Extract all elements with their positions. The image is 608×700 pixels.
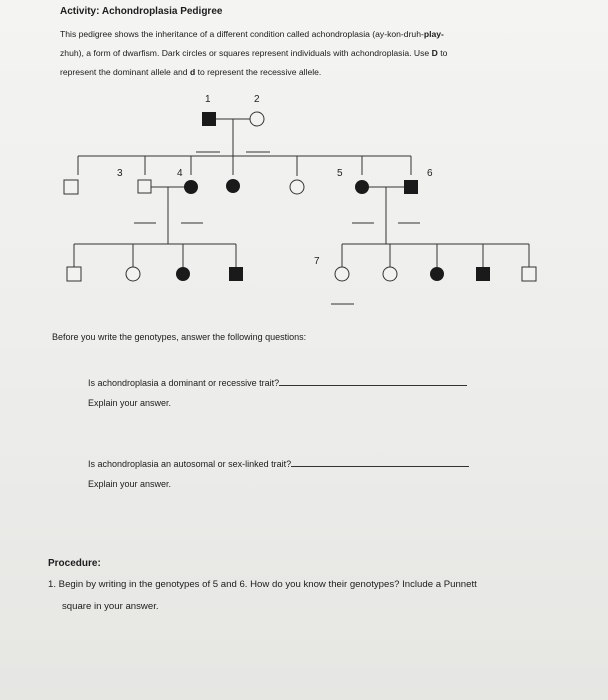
individual-7-unaffected-female [335, 267, 349, 281]
individual-5-affected-female [355, 180, 369, 194]
individual-6-affected-male [404, 180, 418, 194]
intro-text-5: to represent the recessive allele. [195, 67, 322, 77]
label-3: 3 [117, 168, 123, 179]
intro-bold-D: D [431, 48, 438, 58]
individual-gen3-affected-female-3 [176, 267, 190, 281]
intro-text-4: represent the dominant allele and [60, 67, 190, 77]
individual-4-affected-female [184, 180, 198, 194]
intro-bold-d: d [189, 67, 196, 77]
question-1-explain: Explain your answer. [88, 398, 172, 408]
label-6: 6 [427, 168, 433, 179]
label-5: 5 [337, 168, 343, 179]
individual-3-unaffected-male [138, 180, 151, 193]
individual-gen3-affected-male-4 [229, 267, 243, 281]
procedure-step-1-line1: 1. Begin by writing in the genotypes of 5 and 6. How do you know their genotypes? Include a Punnett [48, 579, 477, 590]
intro-text-2: zhuh), a form of dwarfism. Dark circles or squares represent individuals with achondroplasia. Use [60, 48, 432, 58]
individual-gen3-affected-female-9 [430, 267, 444, 281]
individual-1-affected-male [202, 112, 216, 126]
intro-text-1: This pedigree shows the inheritance of a different condition called achondroplasia (ay-kon-druh- [60, 29, 424, 39]
label-7: 7 [314, 256, 320, 267]
individual-gen2-male-a [64, 180, 78, 194]
individual-gen3-unaffected-male-1 [67, 267, 81, 281]
question-2-explain: Explain your answer. [88, 479, 172, 489]
procedure-step-1-line2: square in your answer. [62, 601, 159, 612]
pedigree-chart [0, 80, 608, 310]
individual-gen3-unaffected-female-2 [126, 267, 140, 281]
intro-paragraph [60, 25, 580, 82]
question-1-answer-line[interactable] [279, 377, 467, 386]
question-1-text: Is achondroplasia a dominant or recessive trait? [88, 378, 280, 388]
questions-heading: Before you write the genotypes, answer the following questions: [52, 332, 307, 342]
label-2: 2 [254, 94, 260, 105]
individual-gen3-affected-male-10 [476, 267, 490, 281]
label-4: 4 [177, 168, 183, 179]
question-1 [88, 373, 467, 413]
procedure-title: Procedure: [48, 558, 101, 569]
individual-gen2-unaffected-female-c [290, 180, 304, 194]
intro-text-3: to [437, 48, 448, 58]
individual-gen3-unaffected-female-8 [383, 267, 397, 281]
individual-gen2-affected-female-b [226, 179, 240, 193]
intro-bold-1: play- [423, 29, 444, 39]
label-1: 1 [205, 94, 211, 105]
question-2-answer-line[interactable] [291, 458, 469, 467]
page-title: Activity: Achondroplasia Pedigree [60, 6, 223, 17]
question-2-text: Is achondroplasia an autosomal or sex-linked trait? [88, 459, 292, 469]
individual-2-unaffected-female [250, 112, 264, 126]
question-2 [88, 454, 469, 494]
individual-gen3-unaffected-male-11 [522, 267, 536, 281]
procedure-step-1 [48, 574, 578, 618]
